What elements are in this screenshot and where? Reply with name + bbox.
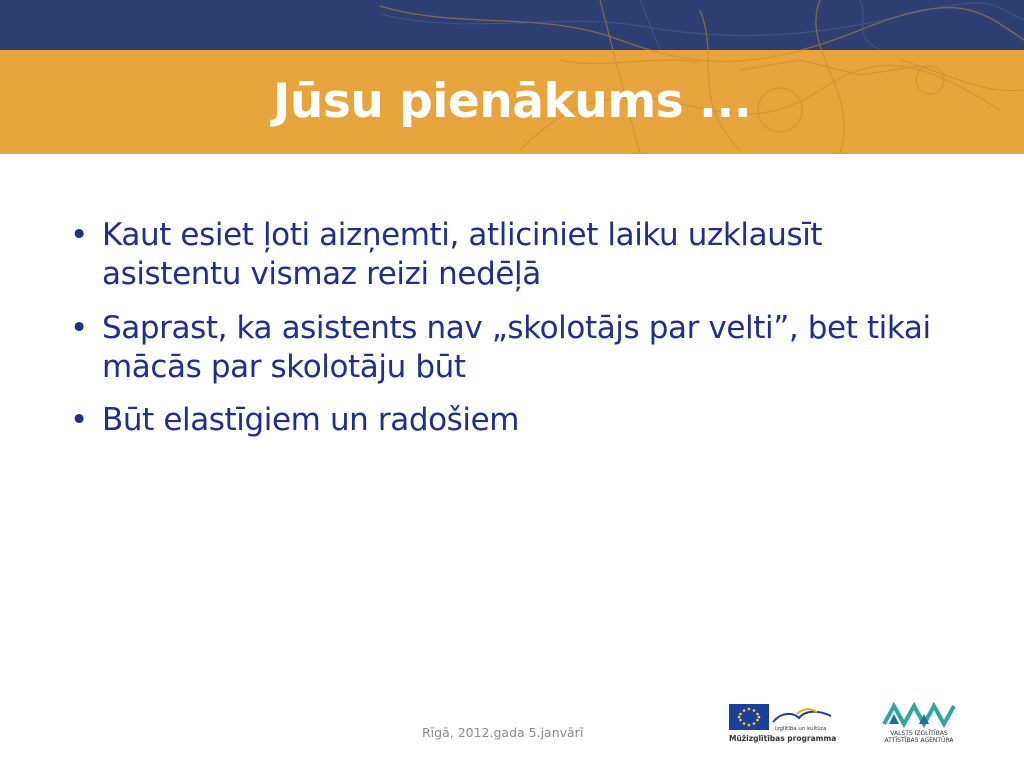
header-bar [0,0,1024,50]
bullet-item [70,401,970,440]
agency-line1: VALSTS IZGLĪTĪBAS [890,730,948,737]
logo-eu-caption: Mūžizglītības programma [729,734,837,743]
lifelong-learning-logo [727,700,839,746]
agency-mark-icon [884,706,954,724]
bullet-item [70,309,970,388]
footer-date: Rīgā, 2012.gada 5.janvārī [422,725,584,740]
agency-logo [880,700,958,746]
bullet-icon: • [70,402,88,439]
slide-title: Jūsu pienākums ... [272,74,752,129]
bullet-icon: • [70,309,88,346]
bullet-text: Saprast, ka asistents nav „skolotājs par velti”, bet tikai mācās par skolotāju būt [102,309,931,386]
bullet-text: Kaut esiet ļoti aizņemti, atliciniet laiku uzklausīt asistentu vismaz reizi nedēļā [102,217,823,293]
bullet-text: Būt elastīgiem un radošiem [102,402,520,439]
logo-eu-text: Izglītība un kultūra [775,726,827,732]
bullet-list [70,216,970,455]
bullet-item [70,216,970,295]
agency-line2: ATTĪSTĪBAS AĢENTŪRA [884,737,954,744]
bullet-icon: • [70,217,88,253]
